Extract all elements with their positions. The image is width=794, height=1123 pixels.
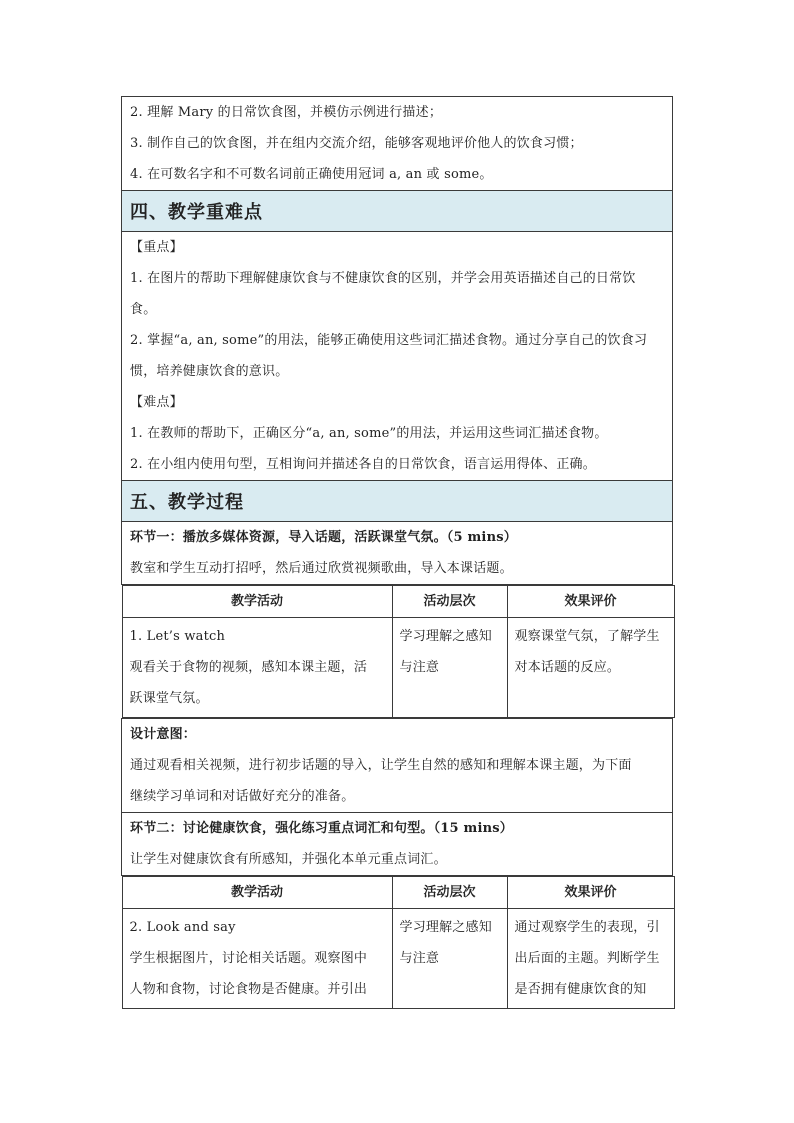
key-points-label: 【重点】 — [130, 240, 183, 255]
col-activity-header: 教学活动 — [122, 586, 392, 618]
step1-activity-table — [122, 585, 675, 718]
difficult-points-label: 【难点】 — [130, 395, 183, 410]
section5-heading-row — [122, 481, 673, 522]
step2-level-line2: 与注意 — [399, 951, 440, 966]
step2-header-row — [122, 813, 673, 876]
step2-level-line1: 学习理解之感知 — [399, 920, 492, 935]
step1-eval-line2: 对本话题的反应。 — [514, 660, 621, 675]
key-point-2b: 惯，培养健康饮食的意识。 — [130, 364, 289, 379]
step1-intro: 教室和学生互动打招呼，然后通过欣赏视频歌曲，导入本课话题。 — [130, 561, 513, 576]
step2-eval-line1: 通过观察学生的表现，引 — [514, 920, 660, 935]
step1-header-row — [122, 522, 673, 585]
key-point-2a: 2. 掌握“a, an, some”的用法，能够正确使用这些词汇描述食物。通过分享自己的饮食习 — [130, 333, 648, 348]
step1-level-line1: 学习理解之感知 — [399, 629, 492, 644]
step2-activity-title: 2. Look and say — [129, 920, 236, 935]
col-eval-header: 效果评价 — [507, 877, 674, 909]
section4-content-row — [122, 232, 673, 481]
step1-activity-title: 1. Let’s watch — [129, 629, 226, 644]
step1-activity-row — [122, 585, 673, 719]
step1-table-header — [122, 586, 674, 618]
step1-design-row — [122, 719, 673, 813]
step1-design-line1: 通过观看相关视频，进行初步话题的导入，让学生自然的感知和理解本课主题，为下面 — [130, 758, 632, 773]
difficult-point-1: 1. 在教师的帮助下，正确区分“a, an, some”的用法，并运用这些词汇描述食物。 — [130, 426, 608, 441]
objectives-row — [122, 97, 673, 191]
section4-heading: 四、教学重难点 — [122, 191, 673, 232]
step1-title: 环节一：播放多媒体资源，导入话题，活跃课堂气氛。（5 mins） — [130, 530, 517, 545]
col-activity-header: 教学活动 — [122, 877, 392, 909]
difficult-point-2: 2. 在小组内使用句型，互相询问并描述各自的日常饮食，语言运用得体、正确。 — [130, 457, 596, 472]
step2-table-row — [122, 909, 674, 1009]
step1-level-line2: 与注意 — [399, 660, 440, 675]
key-point-1b: 食。 — [130, 302, 157, 317]
step2-activity-table — [122, 876, 675, 1009]
lesson-plan-table — [121, 96, 673, 1009]
col-eval-header: 效果评价 — [507, 586, 674, 618]
step2-activity-line2: 人物和食物，讨论食物是否健康。并引出 — [129, 982, 368, 997]
objective-item-3: 3. 制作自己的饮食图，并在组内交流介绍，能够客观地评价他人的饮食习惯； — [130, 136, 583, 151]
step1-design-label: 设计意图： — [130, 727, 197, 742]
lesson-plan-document — [121, 96, 673, 1009]
col-level-header: 活动层次 — [392, 586, 507, 618]
step1-activity-line2: 跃课堂气氛。 — [129, 691, 209, 706]
objective-item-2: 2. 理解 Mary 的日常饮食图，并模仿示例进行描述； — [130, 105, 443, 120]
step2-table-header — [122, 877, 674, 909]
section4-heading-row — [122, 191, 673, 232]
step1-activity-line1: 观看关于食物的视频，感知本课主题，活 — [129, 660, 368, 675]
step2-activity-row — [122, 876, 673, 1010]
step1-eval-line1: 观察课堂气氛，了解学生 — [514, 629, 660, 644]
step1-design-line2: 继续学习单词和对话做好充分的准备。 — [130, 789, 355, 804]
step2-eval-line3: 是否拥有健康饮食的知 — [514, 982, 647, 997]
step2-intro: 让学生对健康饮食有所感知，并强化本单元重点词汇。 — [130, 852, 447, 867]
objective-item-4: 4. 在可数名字和不可数名词前正确使用冠词 a, an 或 some。 — [130, 167, 493, 182]
step2-title: 环节二：讨论健康饮食，强化练习重点词汇和句型。（15 mins） — [130, 821, 513, 836]
step2-eval-line2: 出后面的主题。判断学生 — [514, 951, 660, 966]
key-point-1a: 1. 在图片的帮助下理解健康饮食与不健康饮食的区别，并学会用英语描述自己的日常饮 — [130, 271, 636, 286]
step2-activity-line1: 学生根据图片，讨论相关话题。观察图中 — [129, 951, 368, 966]
col-level-header: 活动层次 — [392, 877, 507, 909]
section5-heading: 五、教学过程 — [122, 481, 673, 522]
step1-table-row — [122, 618, 674, 718]
